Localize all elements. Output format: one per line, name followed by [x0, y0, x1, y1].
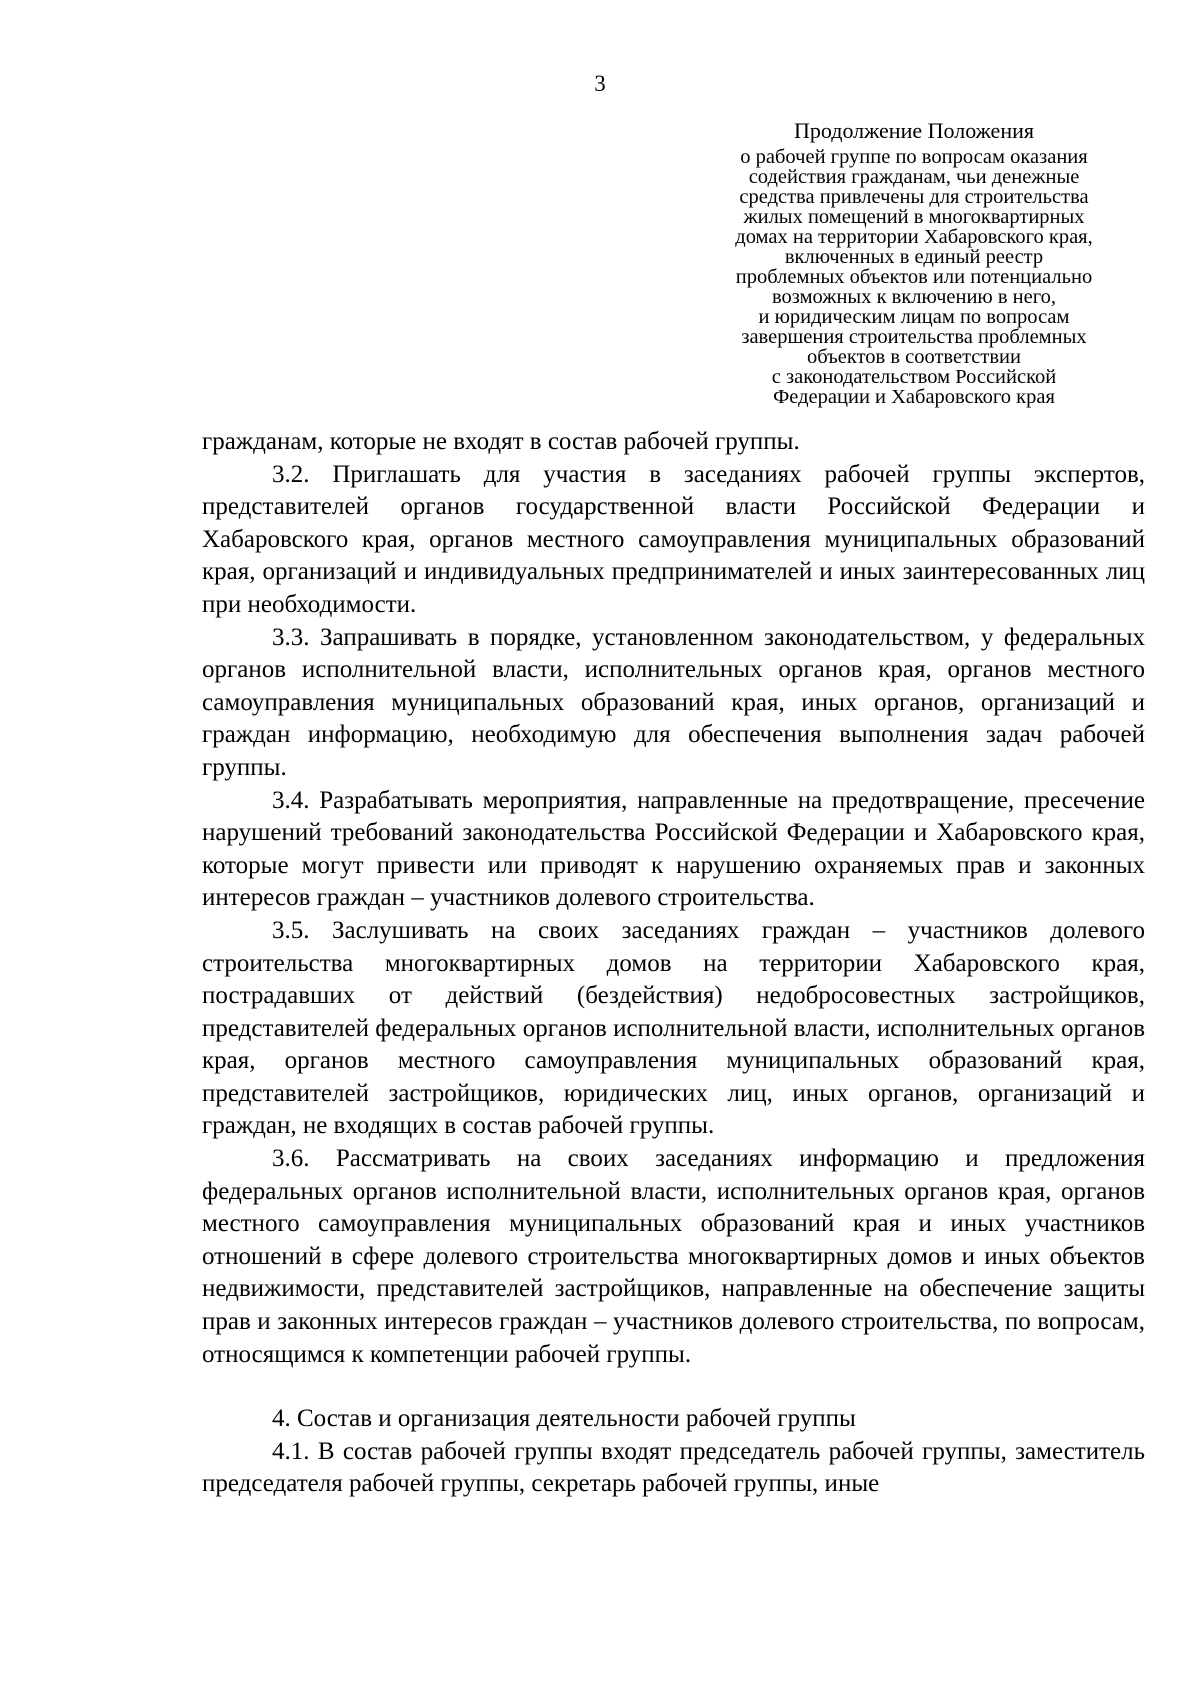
header-line: объектов в соответствии: [807, 346, 1021, 368]
header-subtitle: [698, 147, 1130, 407]
header-line: включенных в единый реестр: [784, 246, 1044, 268]
header-line: домах на территории Хабаровского края,: [735, 226, 1093, 248]
paragraph-3-6: 3.6. Рассматривать на своих заседаниях информацию и предложения федеральных органов исполнительной власти, исполнительных органов края, органов местного самоуправления муниципальных образований края и иных участников отношений в сфере долевого строительства многоквартирных домов и иных объектов недвижимости, представителей застройщиков, направленные на обеспечение защиты прав и законных интересов граждан – участников долевого строительства, по вопросам, относящимся к компетенции рабочей группы.: [202, 1145, 1145, 1368]
page-number: 3: [594, 71, 606, 96]
paragraph-4-1: 4.1. В состав рабочей группы входят председатель рабочей группы, заместитель председателя рабочей группы, секретарь рабочей группы, иные: [202, 1437, 1145, 1498]
header-title: Продолжение Положения: [794, 118, 1034, 143]
header-line: средства привлечены для строительства: [739, 186, 1089, 208]
header-line: Федерации и Хабаровского края: [773, 386, 1055, 408]
document-body: [202, 426, 1145, 1501]
paragraph-3-3: 3.3. Запрашивать в порядке, установленном законодательством, у федеральных органов исполнительной власти, исполнительных органов края, органов местного самоуправления муниципальных образований края, иных органов, организаций и граждан информацию, необходимую для обеспечения выполнения задач рабочей группы.: [202, 623, 1145, 781]
paragraph-3-4: 3.4. Разрабатывать мероприятия, направленные на предотвращение, пресечение нарушений требований законодательства Российской Федерации и Хабаровского края, которые могут привести или приводят к нарушению охраняемых прав и законных интересов граждан – участников долевого строительства.: [202, 786, 1145, 912]
section-4-heading: 4. Состав и организация деятельности рабочей группы: [272, 1405, 856, 1433]
header-line: проблемных объектов или потенциально: [735, 266, 1093, 288]
paragraph-3-2: 3.2. Приглашать для участия в заседаниях рабочей группы экспертов, представителей органов государственной власти Российской Федерации и Хабаровского края, органов местного самоуправления муниципальных образований края, организаций и индивидуальных предпринимателей и иных заинтересованных лиц при необходимости.: [202, 460, 1145, 618]
paragraph-continuation: гражданам, которые не входят в состав рабочей группы.: [202, 428, 800, 455]
header-line: жилых помещений в многоквартирных: [743, 206, 1085, 228]
header-line: содействия гражданам, чьи денежные: [748, 166, 1080, 188]
paragraph-3-5: 3.5. Заслушивать на своих заседаниях граждан – участников долевого строительства многоквартирных домов на территории Хабаровского края, пострадавших от действий (бездействия) недобросовестных застройщиков, представителей федеральных органов исполнительной власти, исполнительных органов края, органов местного самоуправления муниципальных образований края, представителей застройщиков, юридических лиц, иных органов, организаций и граждан, не входящих в состав рабочей группы.: [202, 916, 1145, 1140]
header-line: возможных к включению в него,: [771, 286, 1057, 308]
header-line: с законодательством Российской: [771, 366, 1057, 388]
header-line: о рабочей группе по вопросам оказания: [740, 146, 1088, 168]
document-header: [698, 118, 1130, 407]
header-line: завершения строительства проблемных: [741, 326, 1087, 348]
header-line: и юридическим лицам по вопросам: [758, 306, 1070, 328]
